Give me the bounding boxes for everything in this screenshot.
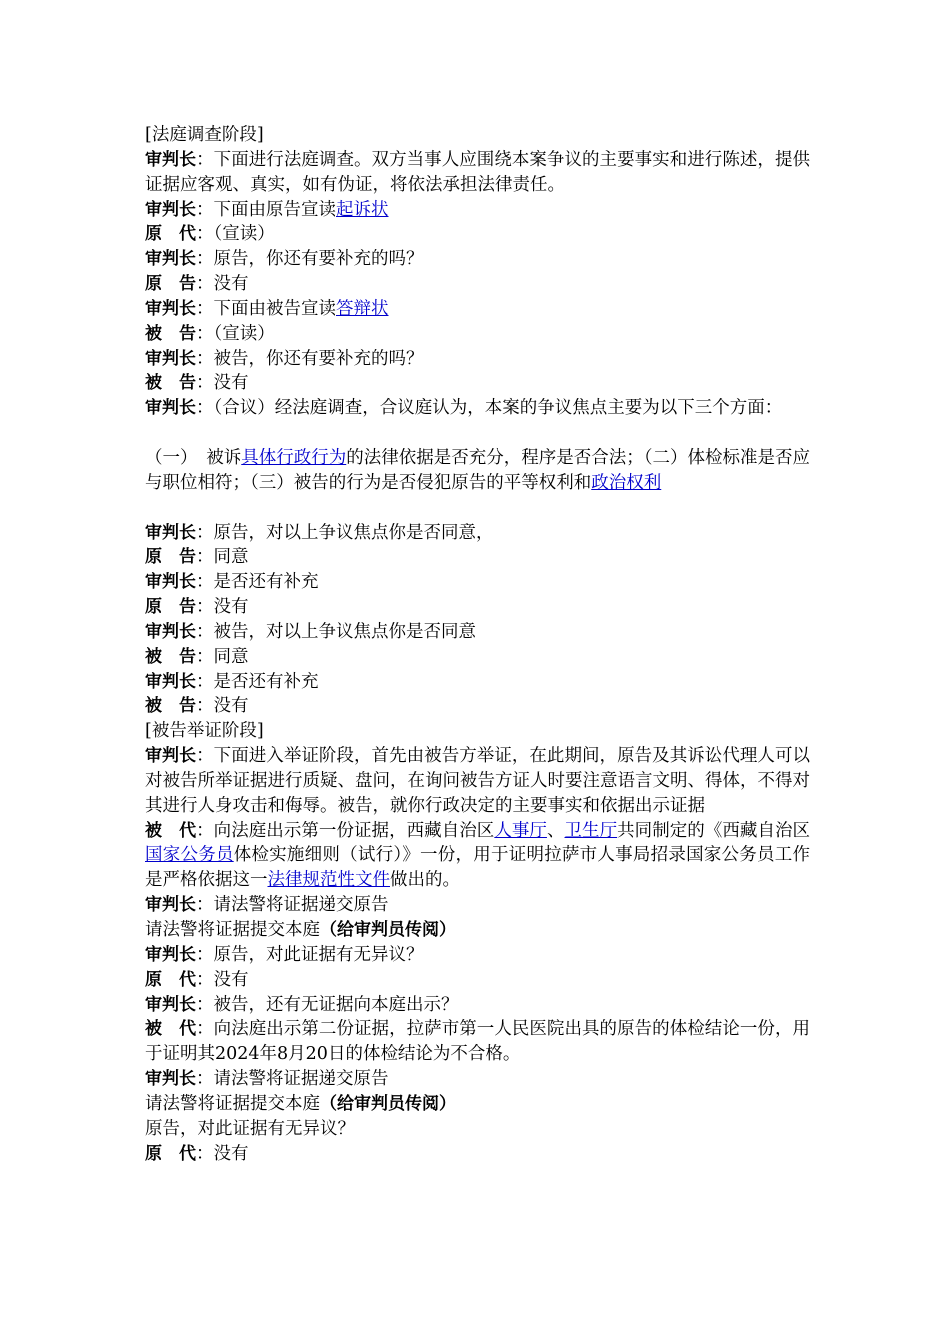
speaker-label: 被 代 [145,820,197,841]
speaker-label: 审判长 [145,199,196,220]
speaker-label: 审判长 [145,621,196,642]
bold-note: （给审判员传阅） [320,1093,456,1114]
transcript-line [145,247,810,272]
speech-text: ：下面进入举证阶段，首先由被告方举证，在此期间，原告及其诉讼代理人可以对被告所举证据进行质疑、盘问，在询问被告方证人时要注意语言文明、得体，不得对其进行人身攻击和侮辱。被告，就你行政决定的主要事实和依据出示证据 [145,746,811,816]
focus-text: 的法律依据是否充分，程序是否合法；（二）体检标准是否应与职位相符；（三）被告的行为是否侵犯原告的平等权利和 [145,447,810,493]
speech-text: 、 [546,820,565,841]
speaker-label: 审判长 [145,994,196,1015]
speaker-label: 审判长 [145,572,196,593]
transcript-line [145,670,810,695]
speech-text: ：原告，你还有要补充的吗？ [196,249,424,270]
speaker-label: 审判长 [145,149,197,170]
speech-text: ：没有 [196,597,249,618]
speech-text: ：下面由被告宣读 [196,298,336,319]
speech-text: ：是否还有补充 [196,572,319,593]
speech-text: ：（合议）经法庭调查，合议庭认为，本案的争议焦点主要为以下三个方面： [196,398,783,419]
speech-text: ：原告，对以上争议焦点你是否同意， [196,522,494,543]
speaker-label: 被 告 [145,373,196,394]
speaker-label: 原 代 [145,969,196,990]
speech-text: ：请法警将证据递交原告 [196,895,389,916]
transcript-line [145,371,810,396]
section-heading-evidence: [被告举证阶段] [145,721,264,742]
speech-text: ：（宣读） [196,323,275,344]
transcript-line [145,1067,810,1092]
speaker-label: 原 代 [145,1143,196,1164]
speaker-label: 原 告 [145,597,196,618]
blank-line [145,421,810,446]
speech-text: ：同意 [196,547,249,568]
speech-text: ：没有 [196,1143,249,1164]
transcript-line [145,322,810,347]
speech-text: 共同制定的《西藏自治区 [617,820,811,841]
speaker-label: 审判长 [145,671,196,692]
speech-text: ：下面进行法庭调查。双方当事人应围绕本案争议的主要事实和进行陈述，提供证据应客观、真实，如有伪证，将依法承担法律责任。 [145,149,811,195]
speaker-label: 审判长 [145,522,196,543]
link-defense-statement[interactable]: 答辩状 [336,298,389,319]
speech-text: ：原告，对此证据有无异议？ [196,944,424,965]
transcript-line [145,694,810,719]
speech-text: ：没有 [196,969,249,990]
speech-text: ：被告，对以上争议焦点你是否同意 [196,621,476,642]
link-specific-administrative-act[interactable]: 具体行政行为 [241,447,347,468]
speech-text: ：向法庭出示第一份证据，西藏自治区 [196,820,495,841]
transcript-line [145,272,810,297]
blank-line [145,496,810,521]
speaker-label: 原 告 [145,547,196,568]
speaker-label: 原 告 [145,274,196,295]
transcript-line [145,993,810,1018]
speech-text: ：（宣读） [196,224,275,245]
speaker-label: 原 代 [145,224,196,245]
focus-text: （一） 被诉 [145,447,242,468]
transcript-line [145,893,810,918]
speaker-label: 被 告 [145,646,196,667]
transcript-line [145,968,810,993]
transcript-line [145,347,810,372]
transcript-line [145,545,810,570]
speech-text: ：没有 [196,696,249,717]
transcript-line [145,918,810,943]
speaker-label: 审判长 [145,348,196,369]
bold-note: （给审判员传阅） [320,920,456,940]
speech-text: ：向法庭出示第二份证据，拉萨市第一人民医院出具的原告的体检结论一份，用于证明其2024年8月20日的体检结论为不合格。 [145,1019,811,1065]
transcript-line [145,1117,810,1142]
transcript-line [145,1142,810,1167]
speaker-label: 审判长 [145,944,196,965]
speech-text: 体检实施细则（试行）》一份，用于证明拉萨市人事局招录国家公务员工作是严格依据这一 [145,845,811,891]
link-normative-document[interactable]: 法律规范性文件 [267,870,390,891]
link-political-rights[interactable]: 政治权利 [591,472,662,493]
section-heading-investigation: [法庭调查阶段] [145,125,264,145]
speaker-label: 被 告 [145,323,196,344]
speaker-label: 审判长 [145,249,196,270]
speaker-label: 审判长 [145,746,197,767]
transcript-line [145,943,810,968]
speech-text: ：下面由原告宣读 [196,199,336,220]
speech-text: 请法警将证据提交本庭 [145,920,320,940]
speaker-label: 审判长 [145,398,196,419]
dispute-focus-paragraph [145,446,810,496]
speaker-label: 审判长 [145,895,196,916]
transcript-line [145,744,810,819]
speech-text: ：被告，还有无证据向本庭出示？ [196,994,459,1015]
speech-text: 原告，对此证据有无异议？ [145,1118,355,1139]
transcript-line [145,148,810,198]
transcript-line [145,1092,810,1117]
transcript-line [145,222,810,247]
link-health-department[interactable]: 卫生厅 [564,820,618,841]
speech-text: 做出的。 [390,870,460,891]
transcript-line [145,297,810,322]
speech-text: ：同意 [196,646,249,667]
speech-text: ：没有 [196,373,249,394]
transcript-line [145,819,810,894]
transcript-line [145,595,810,620]
transcript-line [145,396,810,421]
speech-text: ：被告，你还有要补充的吗？ [196,348,424,369]
speaker-label: 被 告 [145,696,196,717]
transcript-line [145,620,810,645]
transcript-line [145,198,810,223]
link-civil-servant[interactable]: 国家公务员 [145,845,234,866]
document-page [145,123,810,1166]
link-complaint[interactable]: 起诉状 [336,199,389,220]
transcript-line [145,521,810,546]
transcript-line [145,645,810,670]
speaker-label: 被 代 [145,1019,197,1040]
speaker-label: 审判长 [145,298,196,319]
speech-text: ：请法警将证据递交原告 [196,1069,389,1090]
transcript-line [145,1017,810,1067]
speech-text: ：没有 [196,274,249,295]
speech-text: 请法警将证据提交本庭 [145,1093,320,1114]
speaker-label: 审判长 [145,1069,196,1090]
speech-text: ：是否还有补充 [196,671,319,692]
transcript-line [145,570,810,595]
link-personnel-department[interactable]: 人事厅 [494,820,547,841]
